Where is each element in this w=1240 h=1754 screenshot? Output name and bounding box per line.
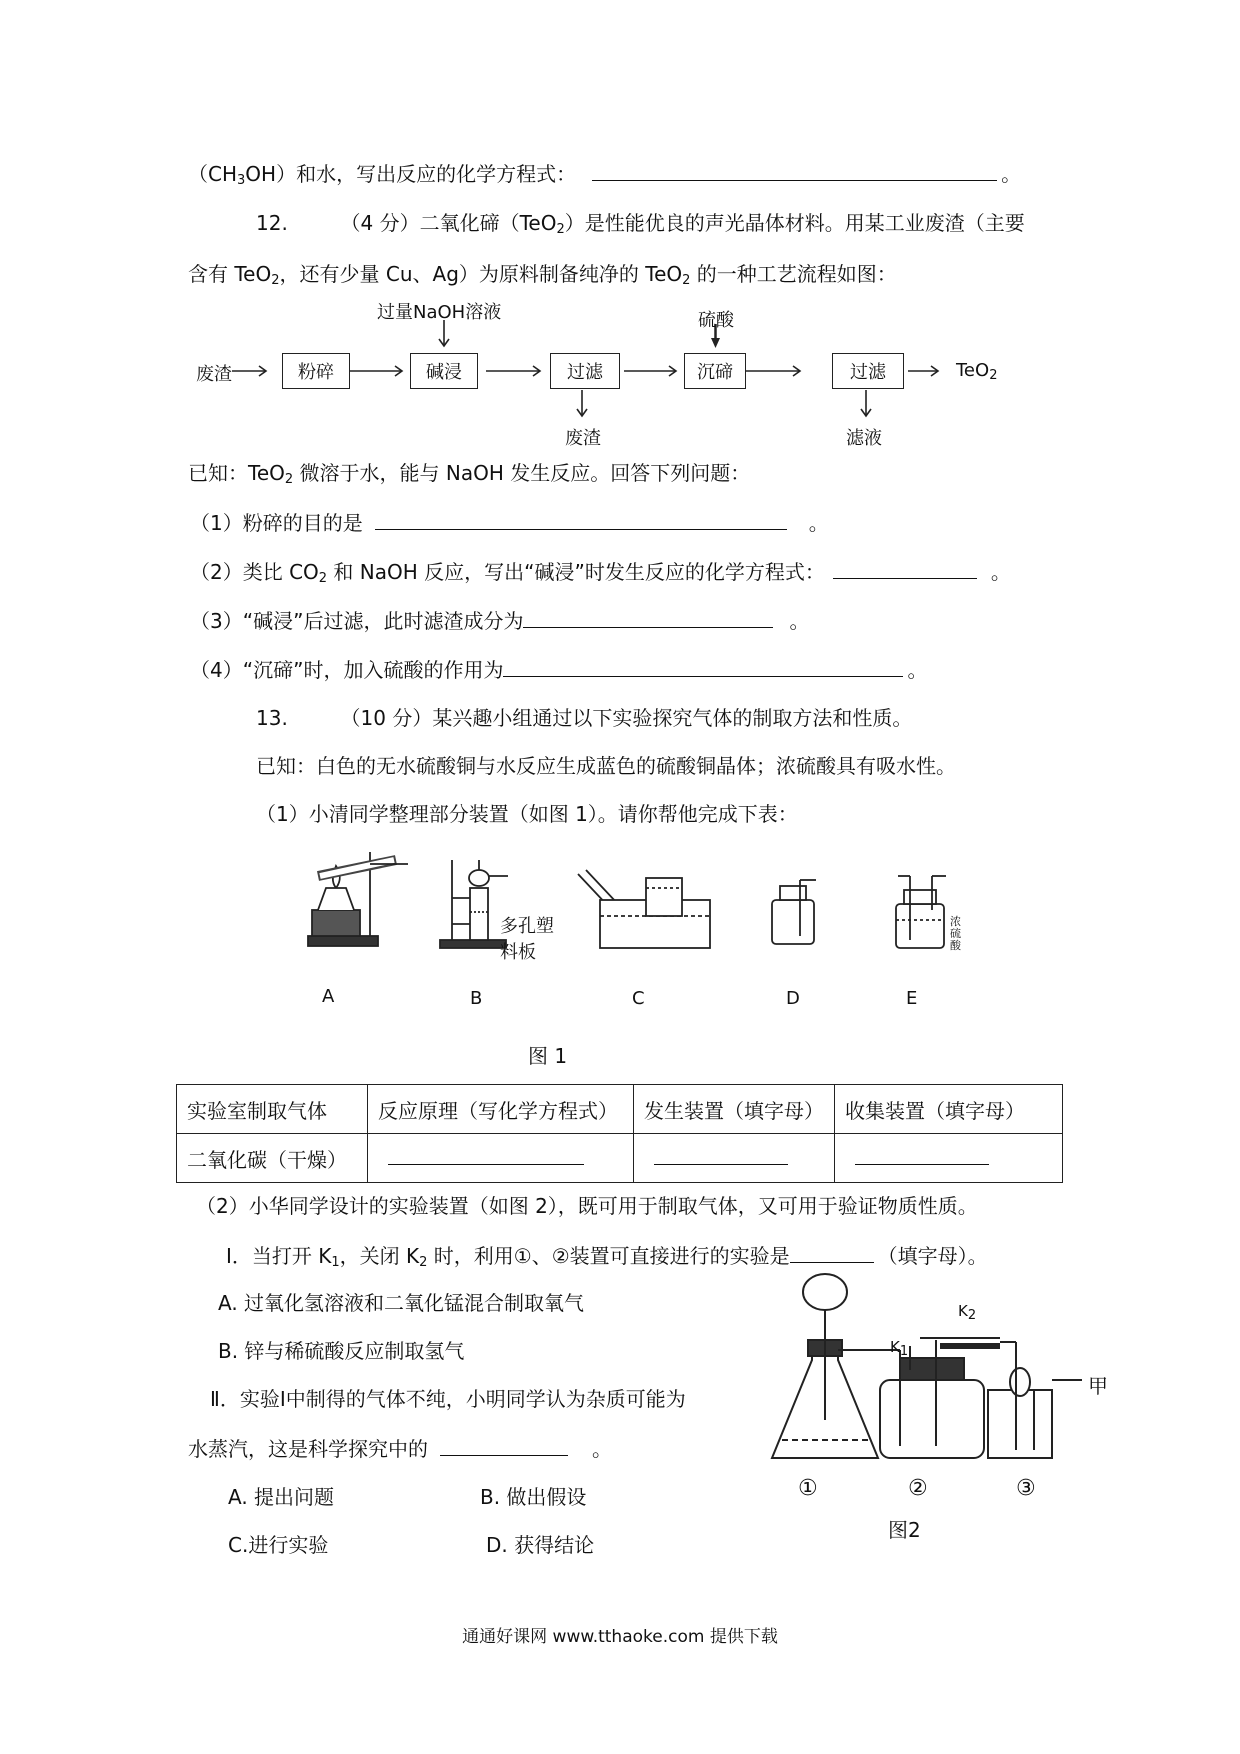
apparatus-b xyxy=(440,860,508,948)
q13-part2-ii-line1: Ⅱ．实验Ⅰ中制得的气体不纯，小明同学认为杂质可能为 xyxy=(210,1387,686,1411)
table-cell-blank[interactable] xyxy=(368,1134,634,1183)
q13-option-a: A. 过氧化氢溶液和二氧化锰混合制取氧气 xyxy=(218,1291,585,1315)
flow-reagent-sulfuric: 硫酸 xyxy=(698,310,734,331)
fig1-label-e-note: 浓硫酸 xyxy=(950,915,961,952)
text: TeO xyxy=(956,360,990,381)
table-cell-blank[interactable] xyxy=(634,1134,835,1183)
text: 的一种工艺流程如图： xyxy=(690,262,897,286)
apparatus-d xyxy=(772,880,816,944)
answer-blank[interactable] xyxy=(654,1146,788,1165)
text: 。 xyxy=(592,1437,612,1461)
apparatus-c xyxy=(578,870,710,948)
text: ，还有少量 Cu、Ag）为原料制备纯净的 TeO xyxy=(279,262,683,286)
subscript: 2 xyxy=(682,273,691,288)
flow-start-label: 废渣 xyxy=(196,364,232,385)
q13-option-b: B. 锌与稀硫酸反应制取氢气 xyxy=(218,1339,465,1363)
fig2-k2-label xyxy=(958,1302,977,1323)
answer-blank[interactable] xyxy=(388,1146,584,1165)
q12-sub4 xyxy=(190,656,927,683)
flow-out-residue: 废渣 xyxy=(565,428,601,449)
q12-known xyxy=(188,460,750,486)
text: （1）粉碎的目的是 xyxy=(190,511,363,535)
figure-1-drawing xyxy=(0,840,1240,1060)
text: 。 xyxy=(1001,162,1022,186)
fig2-jia-label: 甲 xyxy=(1088,1374,1108,1398)
text: 已知：TeO xyxy=(188,461,285,485)
apparatus-e xyxy=(896,876,946,948)
fig2-label-3: ③ xyxy=(1016,1476,1036,1501)
q13-part2-i xyxy=(226,1242,988,1269)
fig1-label-b-note-1: 多孔塑 xyxy=(500,916,554,937)
fig1-label-d: D xyxy=(786,988,800,1009)
text: （2）类比 CO xyxy=(190,560,319,584)
subscript: 2 xyxy=(318,571,328,586)
fig2-k1-label xyxy=(890,1338,909,1359)
table-row xyxy=(177,1134,1063,1183)
fig1-label-c: C xyxy=(632,988,645,1009)
flow-arrows xyxy=(0,0,1240,460)
text: 。 xyxy=(789,609,810,633)
text: 和 NaOH 反应，写出“碱浸”时发生反应的化学方程式： xyxy=(327,560,825,584)
flow-step-filter-2: 过滤 xyxy=(832,353,904,389)
subscript: 1 xyxy=(331,1255,340,1270)
answer-blank[interactable] xyxy=(523,607,773,628)
text: （CH xyxy=(188,162,238,186)
question-number: 13. xyxy=(256,706,288,730)
flow-out-filtrate: 滤液 xyxy=(846,428,882,449)
fig2-caption: 图2 xyxy=(888,1518,921,1542)
subscript: 2 xyxy=(284,472,294,487)
apparatus-a xyxy=(308,852,408,946)
text: 含有 TeO xyxy=(188,262,272,286)
q13-part1: （1）小清同学整理部分装置（如图 1）。请你帮他完成下表： xyxy=(256,802,798,826)
table-cell: 二氧化碳（干燥） xyxy=(177,1134,368,1183)
text: 。 xyxy=(808,511,829,535)
fig1-label-a: A xyxy=(322,986,335,1007)
subscript: 3 xyxy=(237,173,246,188)
text: （填字母）。 xyxy=(877,1244,988,1268)
subscript: 2 xyxy=(419,1255,428,1270)
table-cell-blank[interactable] xyxy=(835,1134,1063,1183)
flow-step-precipitate: 沉碲 xyxy=(684,353,746,389)
table-header-row xyxy=(177,1085,1063,1134)
subscript: 1 xyxy=(899,1344,909,1359)
text: K xyxy=(958,1302,968,1320)
q12-sub3 xyxy=(190,607,809,634)
q12-sub2 xyxy=(190,558,1011,585)
fig1-label-b: B xyxy=(470,988,483,1009)
answer-blank[interactable] xyxy=(855,1146,989,1165)
text: （10 分）某兴趣小组通过以下实验探究气体的制取方法和性质。 xyxy=(340,706,913,730)
experiment-table xyxy=(176,1084,1063,1183)
q13-choice-a: A. 提出问题 xyxy=(228,1485,335,1509)
flow-reagent-naoh: 过量NaOH溶液 xyxy=(377,302,502,323)
text: 时，利用①、②装置可直接进行的实验是 xyxy=(427,1244,790,1268)
flow-step-alkali-leach: 碱浸 xyxy=(410,353,478,389)
text: 。 xyxy=(907,658,928,682)
question-number: 12. xyxy=(256,211,288,235)
q13-choice-c: C.进行实验 xyxy=(228,1533,329,1557)
text: 。 xyxy=(990,560,1011,584)
answer-blank[interactable] xyxy=(833,558,977,579)
answer-blank[interactable] xyxy=(790,1242,874,1263)
apparatus-2-bottle xyxy=(880,1338,1000,1458)
q12-sub1 xyxy=(190,509,829,536)
flow-step-filter-1: 过滤 xyxy=(550,353,620,389)
footer-watermark: 通通好课网 www.tthaoke.com 提供下载 xyxy=(462,1627,778,1647)
q13-choice-d: D. 获得结论 xyxy=(486,1533,595,1557)
text: OH）和水，写出反应的化学方程式： xyxy=(245,162,577,186)
text: Ⅰ．当打开 K xyxy=(226,1244,332,1268)
fig2-label-1: ① xyxy=(798,1476,818,1501)
subscript: 2 xyxy=(989,368,998,383)
text: 水蒸汽，这是科学探究中的 xyxy=(188,1437,428,1461)
text: 微溶于水，能与 NaOH 发生反应。回答下列问题： xyxy=(293,461,751,485)
q13-intro xyxy=(256,705,912,731)
subscript: 2 xyxy=(271,273,280,288)
q13-known: 已知：白色的无水硫酸铜与水反应生成蓝色的硫酸铜晶体；浓硫酸具有吸水性。 xyxy=(256,754,956,778)
text: K xyxy=(890,1338,900,1356)
text: （4）“沉碲”时，加入硫酸的作用为 xyxy=(190,658,504,682)
subscript: 2 xyxy=(967,1308,977,1323)
apparatus-3-tube xyxy=(988,1342,1082,1458)
table-header-cell: 实验室制取气体 xyxy=(177,1085,368,1134)
figure-2-drawing xyxy=(0,1270,1240,1530)
table-header-cell: 反应原理（写化学方程式） xyxy=(368,1085,634,1134)
subscript: 2 xyxy=(556,222,565,237)
table-header-cell: 收集装置（填字母） xyxy=(835,1085,1063,1134)
text: ）是性能优良的声光晶体材料。用某工业废渣（主要 xyxy=(564,211,1025,235)
flow-product xyxy=(956,360,997,381)
fig1-caption: 图 1 xyxy=(528,1044,568,1068)
fig2-label-2: ② xyxy=(908,1476,928,1501)
text: （3）“碱浸”后过滤，此时滤渣成分为 xyxy=(190,609,524,633)
q13-part2: （2）小华同学设计的实验装置（如图 2），既可用于制取气体，又可用于验证物质性质。 xyxy=(196,1194,978,1218)
answer-blank[interactable] xyxy=(503,656,903,677)
fig1-label-b-note-2: 料板 xyxy=(500,942,536,963)
q13-choice-b: B. 做出假设 xyxy=(480,1485,587,1509)
answer-blank[interactable] xyxy=(375,509,787,530)
fig1-label-e: E xyxy=(906,988,918,1009)
table-header-cell: 发生装置（填字母） xyxy=(634,1085,835,1134)
text: （4 分）二氧化碲（TeO xyxy=(340,211,557,235)
text: ，关闭 K xyxy=(339,1244,420,1268)
flow-step-grind: 粉碎 xyxy=(282,353,350,389)
